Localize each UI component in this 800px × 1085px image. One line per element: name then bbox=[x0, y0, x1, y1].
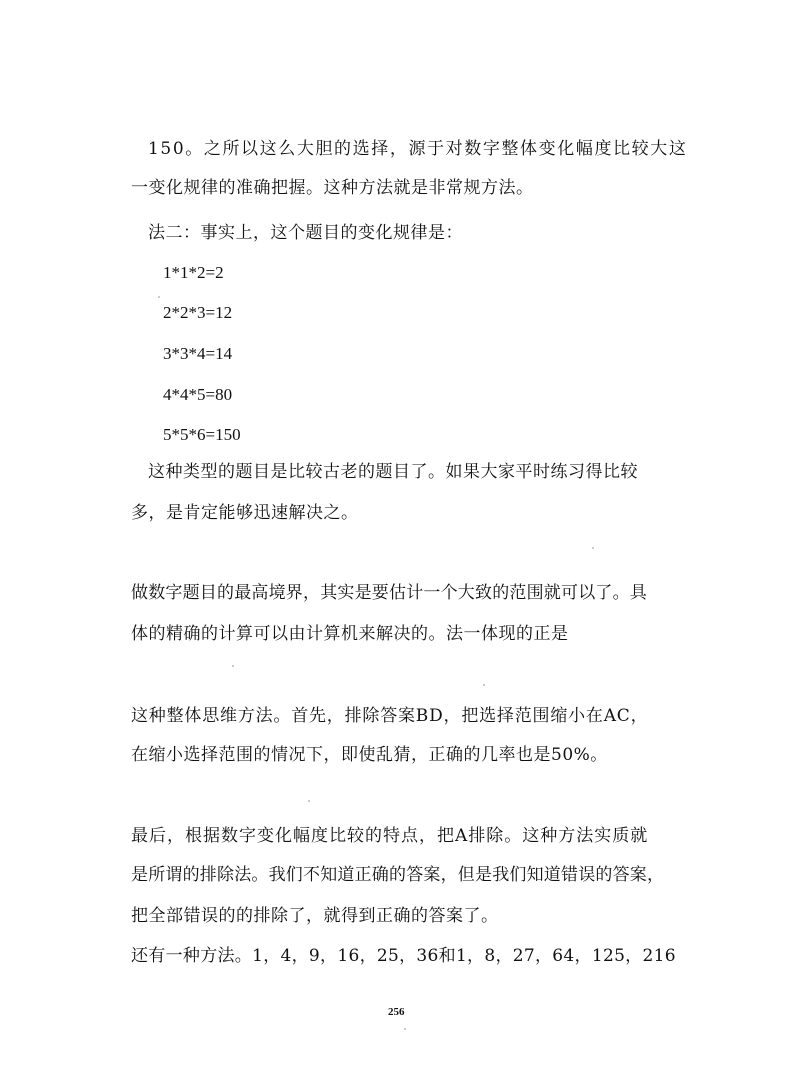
body-line: 这种类型的题目是比较古老的题目了。如果大家平时练习得比较 bbox=[148, 462, 638, 482]
page-number: 256 bbox=[388, 1006, 405, 1018]
body-line: 把全部错误的的排除了，就得到正确的答案了。 bbox=[131, 906, 499, 926]
equation-line: 3*3*4=14 bbox=[163, 344, 233, 363]
equation-line: 1*1*2=2 bbox=[163, 263, 224, 282]
body-line: 体的精确的计算可以由计算机来解决的。法一体现的正是 bbox=[131, 624, 569, 644]
body-line: 150。之所以这么大胆的选择，源于对数字整体变化幅度比较大这 bbox=[148, 139, 688, 159]
scan-speck bbox=[232, 665, 234, 667]
scan-speck bbox=[483, 684, 485, 686]
equation-line: 5*5*6=150 bbox=[163, 425, 241, 444]
scan-speck bbox=[158, 296, 160, 298]
body-line: 一变化规律的准确把握。这种方法就是非常规方法。 bbox=[131, 178, 534, 198]
body-line: 在缩小选择范围的情况下，即使乱猜，正确的几率也是50%。 bbox=[131, 745, 608, 765]
body-line: 是所谓的排除法。我们不知道正确的答案，但是我们知道错误的答案， bbox=[131, 865, 665, 885]
body-line: 还有一种方法。1，4，9，16，25，36和1，8，27，64，125，216 bbox=[131, 946, 676, 966]
body-line: 做数字题目的最高境界，其实是要估计一个大致的范围就可以了。具 bbox=[131, 583, 647, 603]
equation-line: 2*2*3=12 bbox=[163, 303, 233, 322]
body-line: 这种整体思维方法。首先，排除答案BD，把选择范围缩小在AC， bbox=[131, 706, 649, 726]
body-line: 多，是肯定能够迅速解决之。 bbox=[131, 503, 359, 523]
scan-speck bbox=[404, 1028, 406, 1030]
scan-speck bbox=[308, 800, 310, 802]
scan-speck bbox=[592, 547, 594, 549]
body-line: 法二：事实上，这个题目的变化规律是： bbox=[148, 223, 463, 243]
equation-line: 4*4*5=80 bbox=[163, 385, 233, 404]
body-line: 最后，根据数字变化幅度比较的特点，把A排除。这种方法实质就 bbox=[131, 826, 649, 846]
